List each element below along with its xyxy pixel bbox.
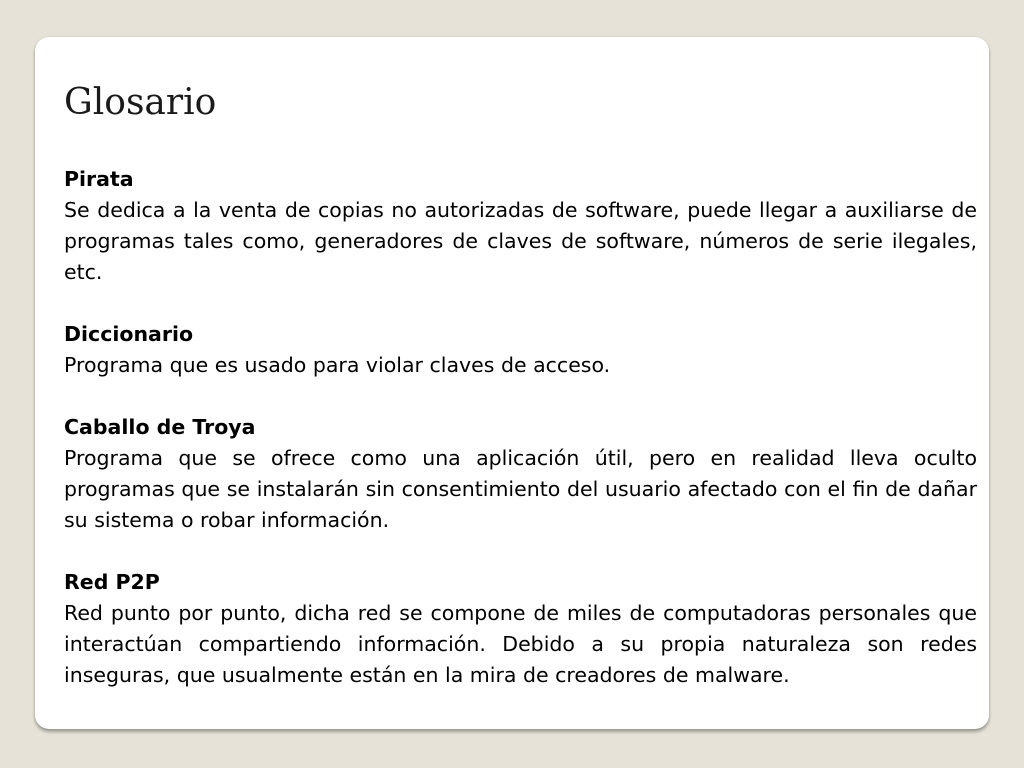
glossary-definition: Programa que es usado para violar claves de acceso.	[64, 353, 611, 377]
glossary-list	[64, 164, 977, 722]
glossary-definition: Red punto por punto, dicha red se compone de miles de computadoras personales que interactúan compartiendo información. Debido a su propia naturaleza son redes inseguras, que usualmente están en la mira de creadores de malware.	[64, 601, 977, 687]
glossary-definition: Se dedica a la venta de copias no autorizadas de software, puede llegar a auxiliarse de programas tales como, generadores de claves de software, números de serie ilegales, etc.	[64, 198, 977, 284]
slide-title: Glosario	[64, 82, 217, 123]
glossary-definition: Programa que se ofrece como una aplicación útil, pero en realidad lleva oculto programas que se instalarán sin consentimiento del usuario afectado con el fin de dañar su sistema o robar información.	[64, 446, 977, 532]
glossary-term: Pirata	[64, 167, 134, 191]
glossary-term: Diccionario	[64, 322, 194, 346]
glossary-entry-pirata	[64, 164, 977, 288]
slide-card	[35, 37, 989, 729]
glossary-entry-diccionario	[64, 319, 977, 381]
glossary-entry-caballo-de-troya	[64, 412, 977, 536]
glossary-term: Red P2P	[64, 570, 160, 594]
glossary-term: Caballo de Troya	[64, 415, 256, 439]
glossary-entry-red-p2p	[64, 567, 977, 691]
